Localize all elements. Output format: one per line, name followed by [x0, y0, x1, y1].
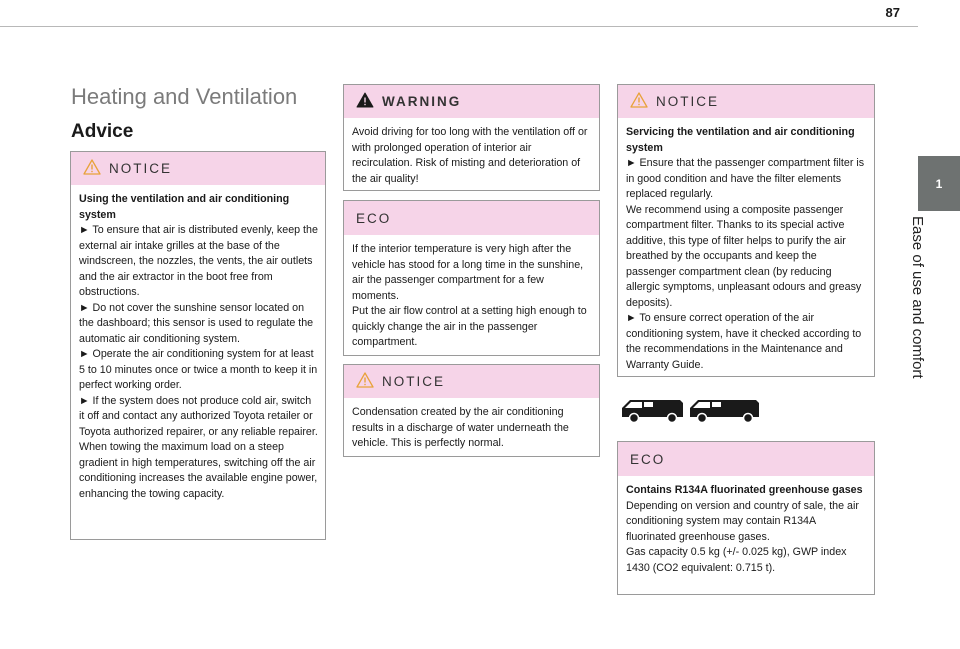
notice-title: Servicing the ventilation and air conditioning system: [626, 126, 855, 154]
warning-box: [343, 84, 600, 191]
warning-triangle-filled-icon: [356, 92, 374, 111]
eco-body: Depending on version and country of sale, the air conditioning system may contain R134A fluorinated greenhouse gases. Gas capacity 0.5 kg (+/- 0.025 kg), GWP index 1430 (CO2 equivalent: 0.715 t).: [626, 499, 859, 574]
eco-label: ECO: [630, 451, 666, 467]
warning-body: Avoid driving for too long with the ventilation off or with prolonged operation of interior air recirculation. Risk of misting and deterioration of the air quality!: [352, 126, 588, 185]
notice-title: Using the ventilation and air conditioning system: [79, 193, 290, 221]
chapter-tab-number: 1: [935, 176, 943, 191]
vehicle-variant-icons: [620, 395, 760, 425]
warning-triangle-outline-icon: [630, 92, 648, 111]
notice-body: ► To ensure that air is distributed evenly, keep the external air intake grilles at the base of the windscreen, the nozzles, the vents, the air outlets and the air extractor in the boot free from obstructions. ► Do not cover the sunshine sensor located on the dashboard; this sensor is used to regulate the automatic air conditioning system. ► Operate the air conditioning system for at least 5 to 10 minutes once or twice a month to keep it in perfect working order. ► If the system does not produce cold air, switch it off and contact any authorized Toyota retailer or Toyota authorized repairer, or any reliable repairer. When towing the maximum load on a steep gradient in high temperatures, switching off the air conditioning increases the available engine power, enhancing the towing capacity.: [79, 224, 318, 500]
eco-body: If the interior temperature is very high after the vehicle has stood for a long time in the sunshine, air the passenger compartment for a few moments. Put the air flow control at a setting high enough to quickly change the air in the passenger compartment.: [352, 243, 587, 348]
section-subtitle: Advice: [71, 121, 134, 142]
top-divider: [0, 26, 918, 27]
chapter-tab[interactable]: [918, 156, 960, 211]
notice-body: Condensation created by the air conditioning results in a discharge of water underneath the vehicle. This is perfectly normal.: [352, 406, 569, 449]
eco-title: Contains R134A fluorinated greenhouse gases: [626, 484, 863, 496]
warning-triangle-outline-icon: [83, 159, 101, 178]
notice-box-servicing: [617, 84, 875, 377]
warning-header: [344, 85, 599, 118]
notice-box-condensation: [343, 364, 600, 457]
van-icon: [622, 400, 683, 423]
chapter-title-text: Ease of use and comfort: [909, 216, 926, 379]
notice-body: ► Ensure that the passenger compartment filter is in good condition and have the filter elements replaced regularly. We recommend using a composite passenger compartment filter. Thanks to its special active additive, this type of filter helps to purify the air breathed by the occupants and keep the passenger compartment clean (by reducing allergic symptoms, unpleasant odours and greasy deposits). ► To ensure correct operation of the air conditioning system, have it checked according to the recommendations in the Maintenance and Warranty Guide.: [626, 157, 865, 371]
warning-triangle-outline-icon: [356, 372, 374, 391]
eco-label: ECO: [356, 210, 392, 226]
page-title: Heating and Ventilation: [71, 84, 298, 109]
warning-label: WARNING: [382, 94, 462, 109]
van-icon: [690, 400, 759, 423]
eco-header: [344, 201, 599, 235]
notice-header: [618, 85, 874, 118]
page-number: 87: [885, 5, 900, 20]
eco-box-airflow: [343, 200, 600, 356]
chapter-title: [904, 216, 926, 396]
notice-header: [344, 365, 599, 398]
eco-box-r134a: [617, 441, 875, 595]
notice-label: NOTICE: [382, 374, 446, 389]
notice-box-ventilation: [70, 151, 326, 540]
notice-header: [71, 152, 325, 185]
notice-label: NOTICE: [109, 161, 173, 176]
eco-header: [618, 442, 874, 476]
notice-label: NOTICE: [656, 94, 720, 109]
